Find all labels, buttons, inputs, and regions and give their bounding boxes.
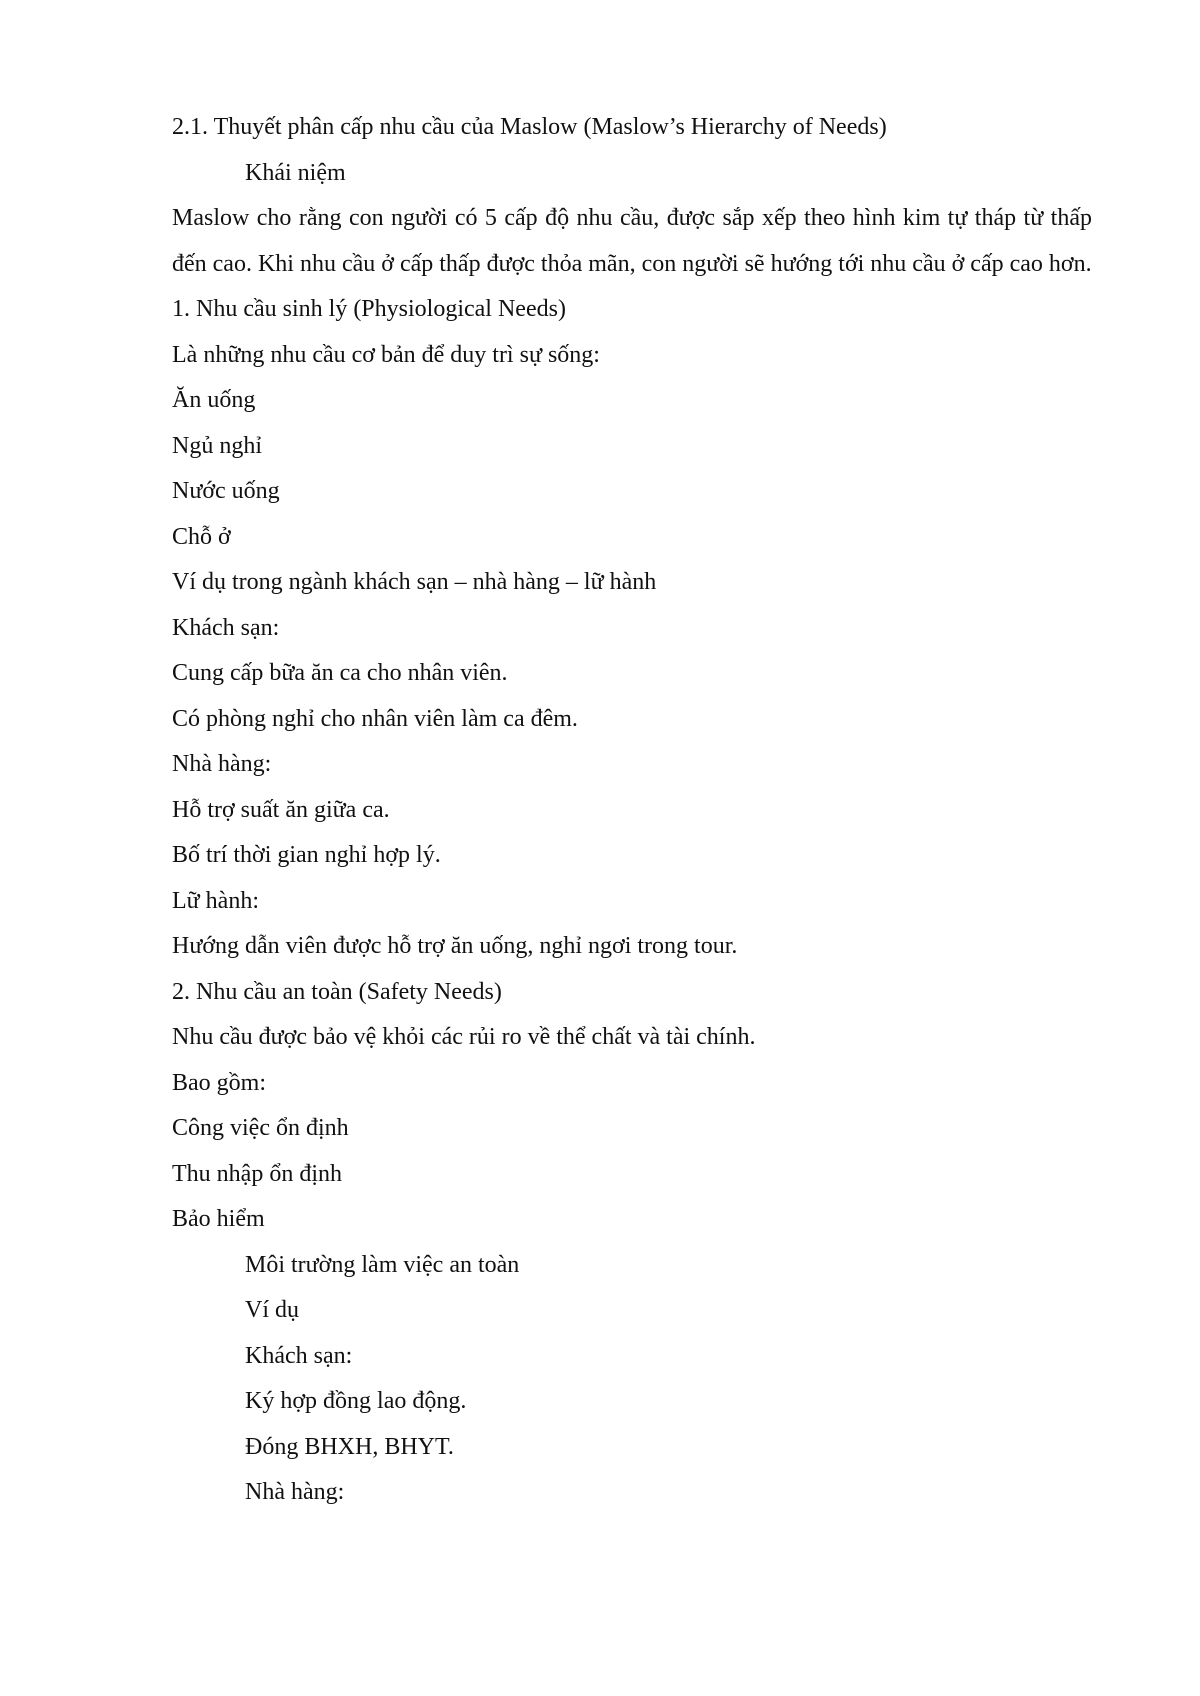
intro-paragraph: Maslow cho rằng con người có 5 cấp độ nhu cầu, được sắp xếp theo hình kim tự tháp từ thấp đến cao. Khi nhu cầu ở cấp thấp được thỏa mãn, con người sẽ hướng tới nhu cầu ở cấp cao hơn. <box>172 205 1092 277</box>
travel-label: Lữ hành: <box>172 887 259 914</box>
section1-title: 1. Nhu cầu sinh lý (Physiological Needs) <box>172 296 566 322</box>
list-item: Có phòng nghỉ cho nhân viên làm ca đêm. <box>172 705 578 732</box>
list-item: Hướng dẫn viên được hỗ trợ ăn uống, nghỉ ngơi trong tour. <box>172 933 738 959</box>
list-item: Bảo hiểm <box>172 1206 265 1232</box>
list-item: Chỗ ở <box>172 523 231 550</box>
list-item: Bố trí thời gian nghỉ hợp lý. <box>172 842 441 868</box>
section2-lead: Nhu cầu được bảo vệ khỏi các rủi ro về thể chất và tài chính. <box>172 1024 756 1050</box>
section1-lead: Là những nhu cầu cơ bản để duy trì sự sống: <box>172 341 600 368</box>
indented-item: Đóng BHXH, BHYT. <box>245 1433 454 1460</box>
indented-item: Môi trường làm việc an toàn <box>245 1251 520 1278</box>
list-item: Công việc ổn định <box>172 1115 349 1141</box>
section2-title: 2. Nhu cầu an toàn (Safety Needs) <box>172 978 502 1005</box>
indented-item: Nhà hàng: <box>245 1479 345 1505</box>
list-item: Ăn uống <box>172 387 256 413</box>
restaurant-label: Nhà hàng: <box>172 751 272 777</box>
section-heading: 2.1. Thuyết phân cấp nhu cầu của Maslow (Maslow’s Hierarchy of Needs) <box>172 114 887 140</box>
list-item: Hỗ trợ suất ăn giữa ca. <box>172 796 390 823</box>
indented-item: Ví dụ <box>245 1297 299 1323</box>
hotel-label: Khách sạn: <box>172 614 280 641</box>
example-title: Ví dụ trong ngành khách sạn – nhà hàng – lữ hành <box>172 569 657 595</box>
indented-item: Ký hợp đồng lao động. <box>245 1388 467 1414</box>
includes-label: Bao gồm: <box>172 1069 266 1096</box>
concept-label: Khái niệm <box>245 159 346 186</box>
list-item: Ngủ nghỉ <box>172 432 262 459</box>
document-body <box>172 105 1092 1516</box>
list-item: Cung cấp bữa ăn ca cho nhân viên. <box>172 660 508 686</box>
indented-item: Khách sạn: <box>245 1342 353 1369</box>
list-item: Thu nhập ổn định <box>172 1160 342 1187</box>
list-item: Nước uống <box>172 478 280 504</box>
